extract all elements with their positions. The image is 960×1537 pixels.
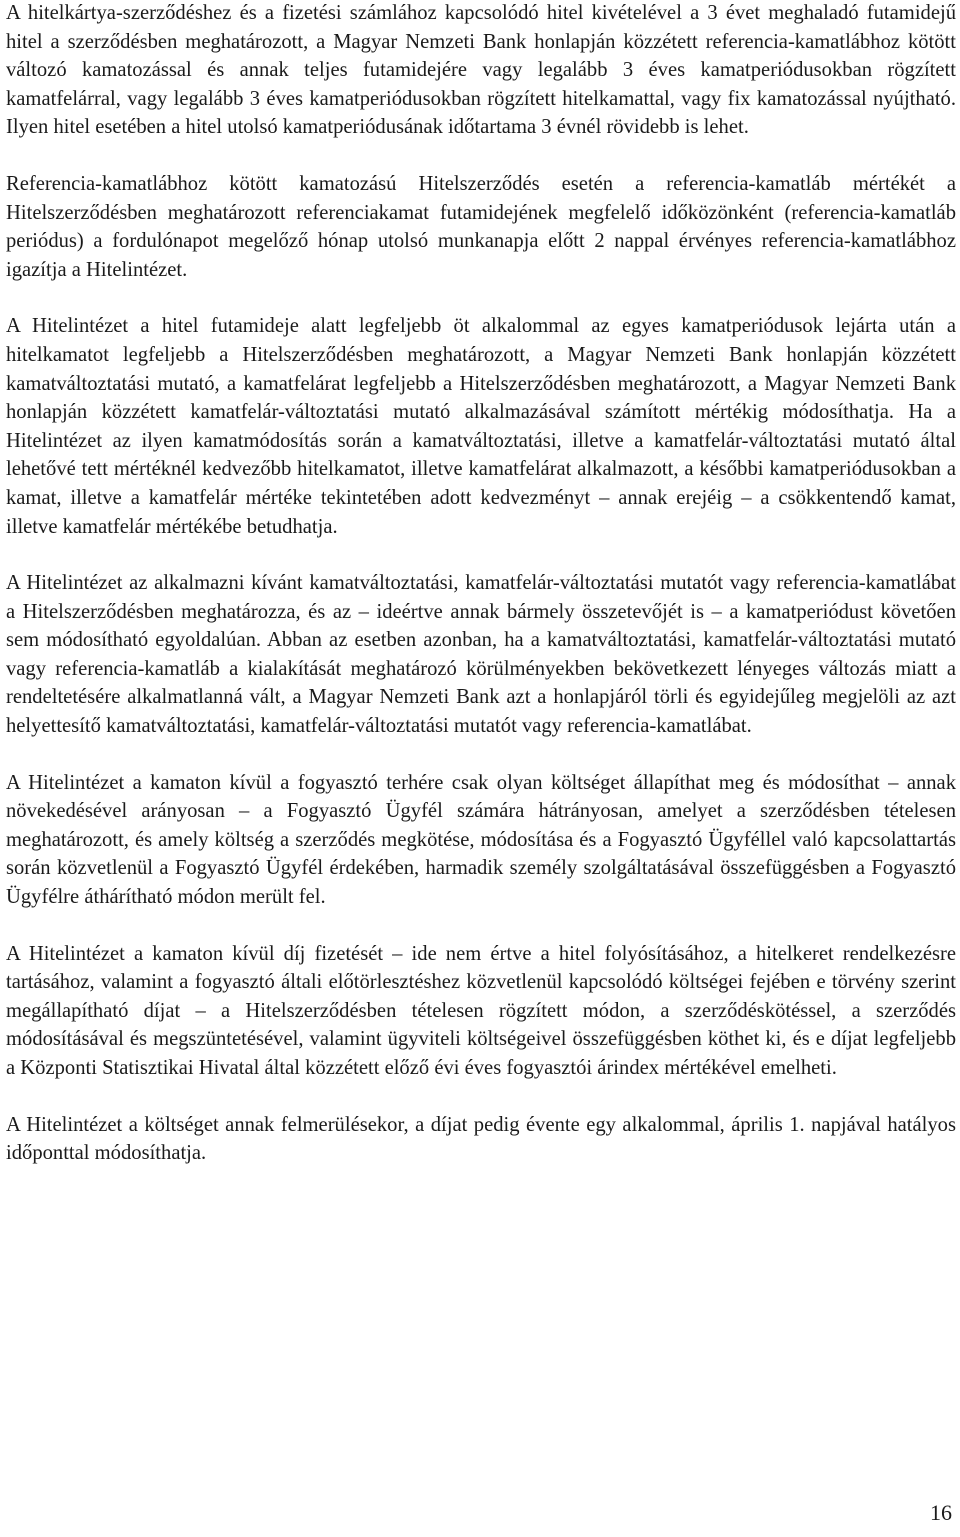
paragraph-fee-conditions: A Hitelintézet a kamaton kívül díj fizetését – ide nem értve a hitel folyósításához, a hitelkeret rendelkezésre tartásához, valamint a fogyasztó általi előtörlesztéshez közvetlenül kapcsolódó költségei fejében e törvény szerint megállapítható díjat – a Hitelszerződésben tételesen rögzített módon, a szerződéskötéssel, a szerződés módosításával és megszüntetésével, valamint ügyviteli költségeivel összefüggésben köthet ki, és e díjat legfeljebb a Központi Statisztikai Hivatal által közzétett előző évi éves fogyasztói árindex mértékével emelheti. xyxy=(6,942,956,1079)
paragraph-cost-modification: A Hitelintézet a kamaton kívül a fogyasztó terhére csak olyan költséget állapíthat meg és módosíthat – annak növekedésével arányosan – a Fogyasztó Ügyfél számára hátrányosan, amelyet a szerződésben tételesen meghatározott, és amely költség a szerződés megkötése, módosítása és a Fogyasztó Ügyféllel való kapcsolattartás során közvetlenül a Fogyasztó Ügyfél érdekében, harmadik személy szolgáltatásával összefüggésben a Fogyasztó Ügyfélre áthárítható módon merült fel. xyxy=(6,771,956,909)
paragraph-index-replacement: A Hitelintézet az alkalmazni kívánt kamatváltoztatási, kamatfelár-változtatási mutatót vagy referencia-kamatlábat a Hitelszerződésben meghatározza, és az – ideértve annak bármely összetevőjét is – a kamatperiódust követően sem módosítható egyoldalúan. Abban az esetben azonban, ha a kamatváltoztatási, kamatfelár-változtatási mutató vagy referencia-kamatláb a kialakítását meghatározó körülményekben bekövetkezett lényeges változás miatt a rendeltetésére alkalmatlanná vált, a Magyar Nemzeti Bank azt a honlapjáról törli és egyidejűleg megjelöli az azt helyettesítő kamatváltoztatási, kamatfelár-változtatási mutatót vagy referencia-kamatlábat. xyxy=(6,572,956,738)
document-body xyxy=(6,0,956,1196)
paragraph-fee-update-timing: A Hitelintézet a költséget annak felmerülésekor, a díjat pedig évente egy alkalommal, április 1. napjával hatályos időponttal módosíthatja. xyxy=(6,1113,956,1165)
paragraph-variable-rate-loan: A hitelkártya-szerződéshez és a fizetési számlához kapcsolódó hitel kivételével a 3 évet meghaladó futamidejű hitel a szerződésben meghatározott, a Magyar Nemzeti Bank honlapján közzétett referencia-kamatlábhoz kötött változó kamatozással és annak teljes futamidejére vagy legalább 3 éves kamatperiódusokban rögzített kamatfelárral, vagy legalább 3 éves kamatperiódusokban rögzített hitelkamattal, vagy fix kamatozással nyújtható. Ilyen hitel esetében a hitel utolsó kamatperiódusának időtartama 3 évnél rövidebb is lehet. xyxy=(6,2,956,139)
paragraph-reference-rate-adjustment: Referencia-kamatlábhoz kötött kamatozású Hitelszerződés esetén a referencia-kamatláb mértékét a Hitelszerződésben meghatározott referenciakamat futamidejének megfelelő időközönként (referencia-kamatláb periódus) a fordulónapot megelőző hónap utolsó munkanapja előtt 2 nappal érvényes referencia-kamatlábhoz igazítja a Hitelintézet. xyxy=(6,172,956,281)
page-number: 16 xyxy=(930,1500,952,1525)
paragraph-interest-modification-limits: A Hitelintézet a hitel futamideje alatt legfeljebb öt alkalommal az egyes kamatperiódusok lejárta után a hitelkamatot legfeljebb a Hitelszerződésben meghatározott, a Magyar Nemzeti Bank honlapján közzétett kamatváltoztatási mutató, a kamatfelárat legfeljebb a Hitelszerződésben meghatározott, a Magyar Nemzeti Bank honlapján közzétett kamatfelár-változtatási mutató alkalmazásával számított mértékig módosíthatja. Ha a Hitelintézet az ilyen kamatmódosítás során a kamatváltoztatási, illetve a kamatfelár-változtatási mutató által lehetővé tett mértéknél kedvezőbb hitelkamatot, illetve kamatfelárat alkalmazott, a későbbi kamatperiódusokban a kamat, illetve a kamatfelár mértéke tekintetében adott kedvezményt – annak erejéig – a csökkentendő kamat, illetve kamatfelár mértékébe betudhatja. xyxy=(6,315,956,538)
